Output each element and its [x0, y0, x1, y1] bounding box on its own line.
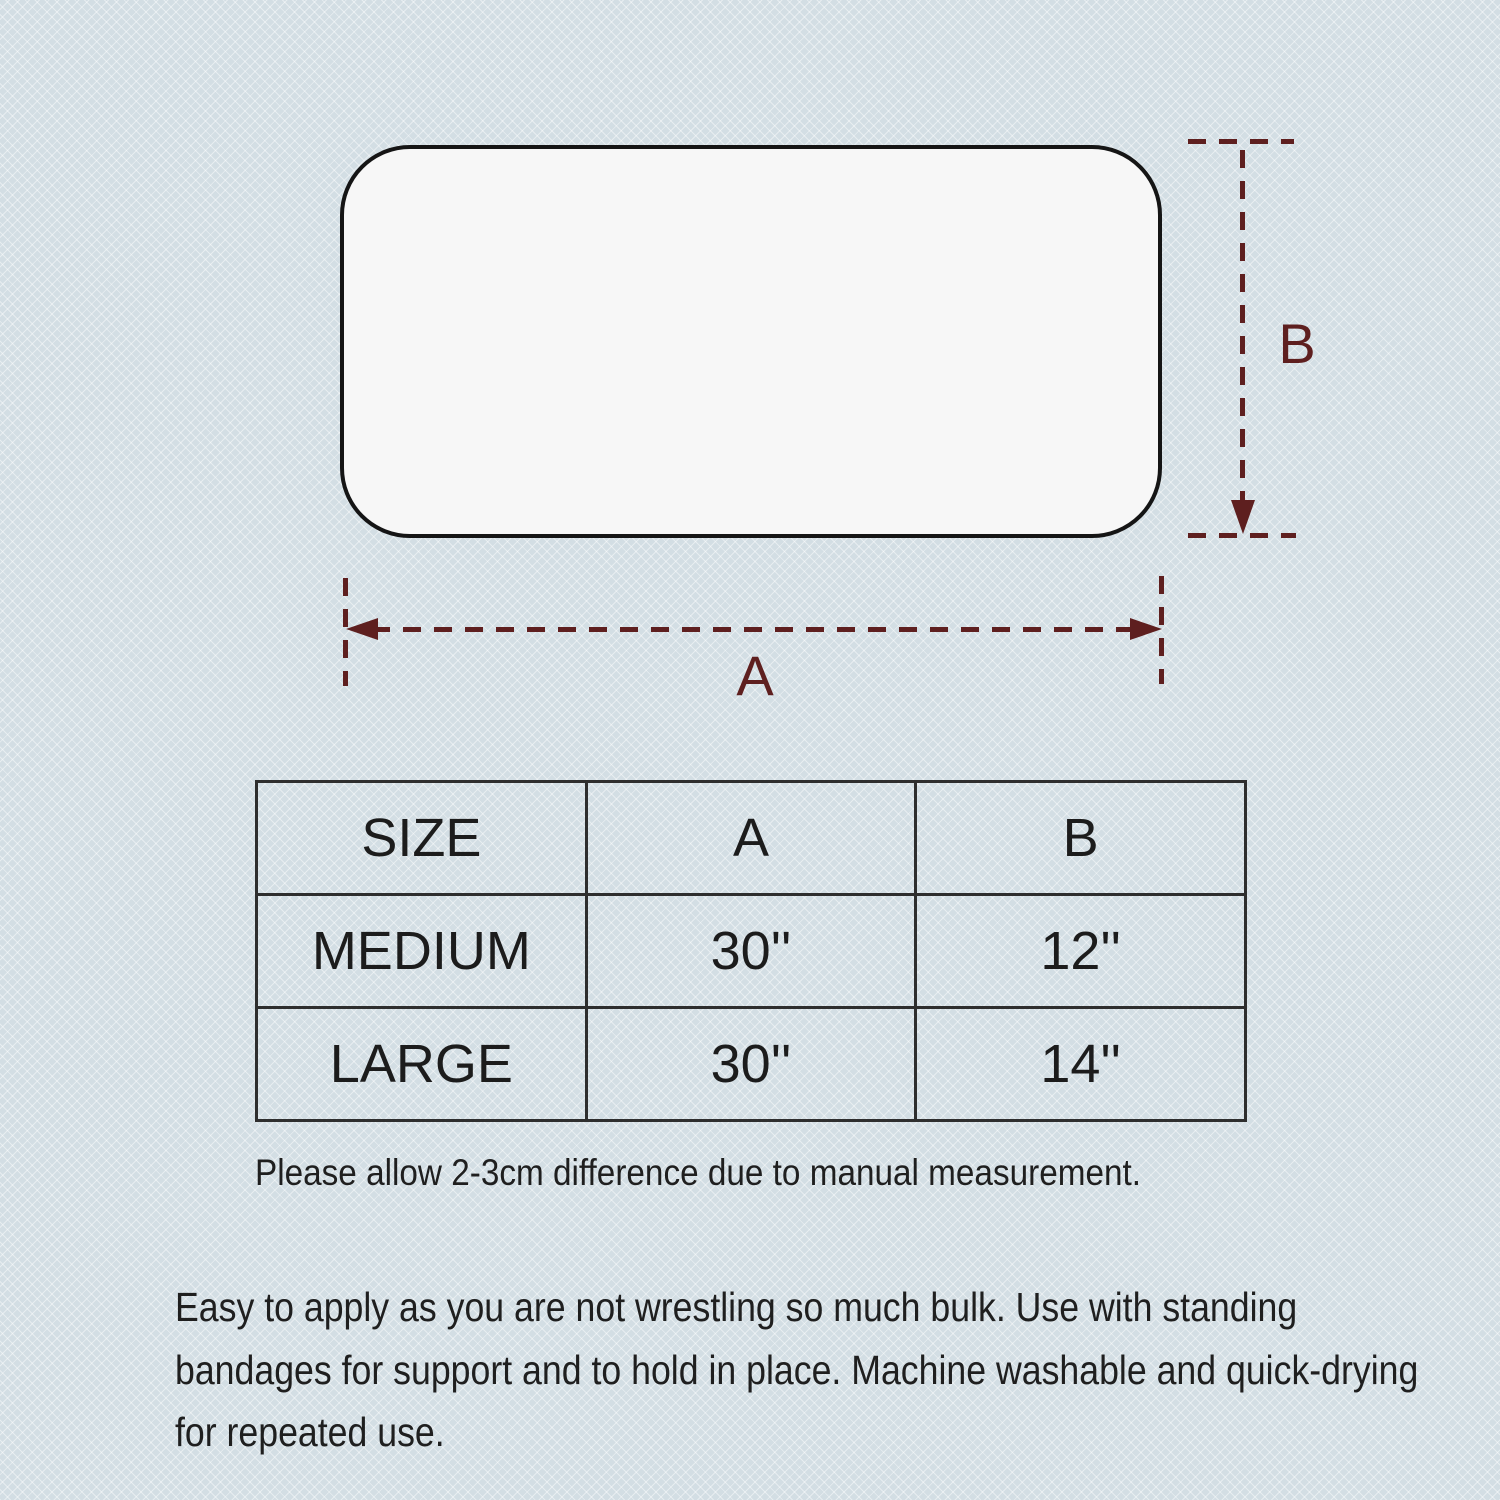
dim-a-arrowhead-left-icon [346, 618, 378, 640]
table-row [257, 1008, 1246, 1121]
dim-b-extension-top [1188, 139, 1294, 144]
dim-a-label: A [736, 644, 774, 707]
dim-b-extension-bottom [1188, 533, 1296, 538]
size-table-cell: 14'' [916, 1008, 1246, 1121]
size-table-header-cell: B [916, 782, 1246, 895]
size-table-header-cell: SIZE [257, 782, 587, 895]
size-table-header-cell: A [586, 782, 916, 895]
size-table-cell: LARGE [257, 1008, 587, 1121]
size-table-cell: 30'' [586, 1008, 916, 1121]
size-table [255, 780, 1247, 1122]
size-table-body [257, 895, 1246, 1121]
product-description: Easy to apply as you are not wrestling so much bulk. Use with standing bandages for support and to hold in place. Machine washable and quick-drying for repeated use. [175, 1284, 1419, 1456]
measurement-note: Please allow 2-3cm difference due to manual measurement. [255, 1152, 1142, 1193]
dim-b-arrowhead-down-icon [1231, 500, 1255, 534]
dim-b-line [1240, 150, 1245, 502]
size-table-cell: 30'' [586, 895, 916, 1008]
product-outline-shape [340, 145, 1162, 538]
size-table-cell: MEDIUM [257, 895, 587, 1008]
dim-b-label: B [1278, 312, 1316, 375]
size-table-cell: 12'' [916, 895, 1246, 1008]
table-row [257, 895, 1246, 1008]
dim-a-line [372, 627, 1134, 632]
dim-a-arrowhead-right-icon [1130, 618, 1162, 640]
size-table-header-row [257, 782, 1246, 895]
